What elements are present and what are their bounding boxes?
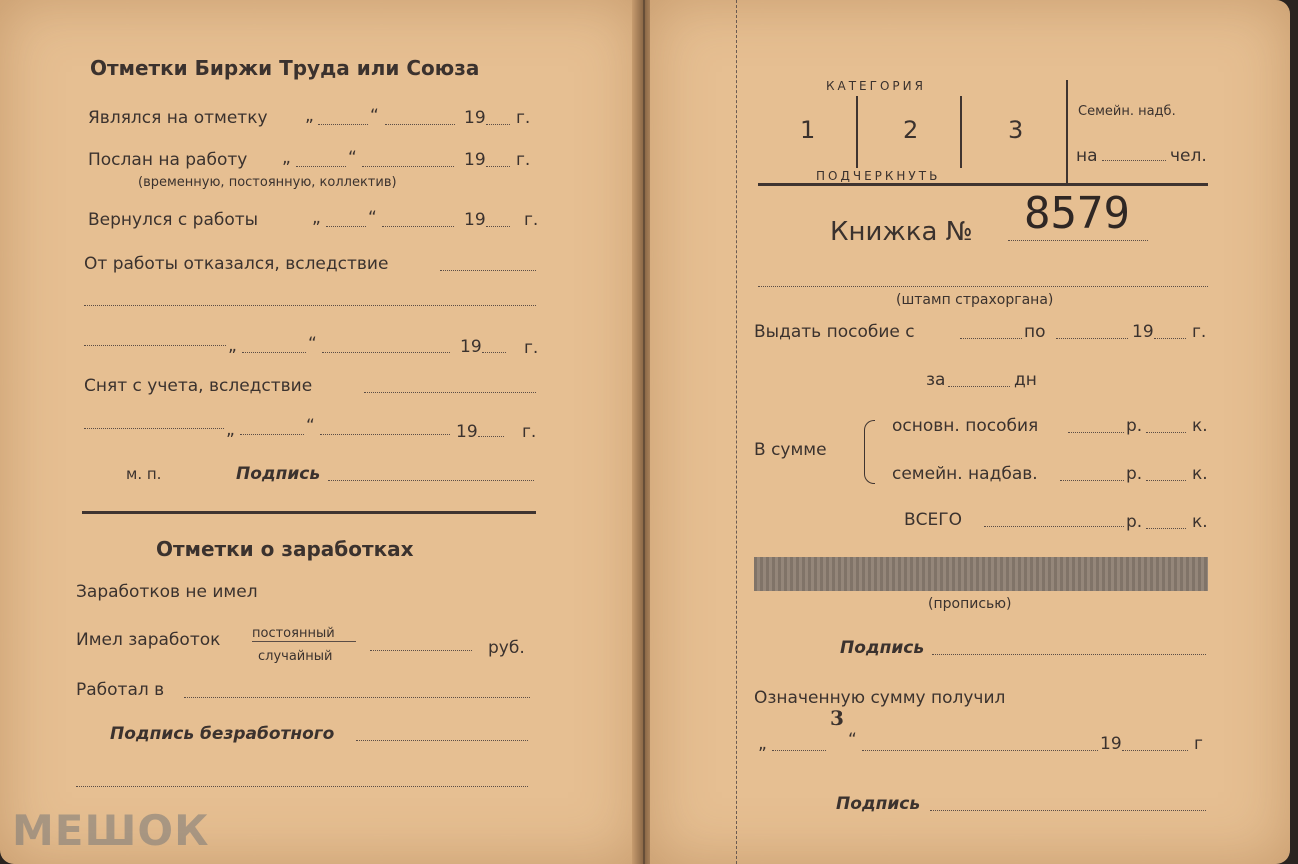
year-blank bbox=[486, 166, 510, 167]
family-kop-blank bbox=[1146, 480, 1186, 481]
k-label: к. bbox=[1192, 416, 1208, 436]
reason-line-end bbox=[84, 428, 224, 429]
category-3: 3 bbox=[1008, 116, 1024, 144]
category-divider bbox=[1066, 80, 1068, 184]
section-title-earnings: Отметки о заработках bbox=[156, 537, 414, 561]
quote-open: „ bbox=[305, 106, 314, 126]
dn-label: дн bbox=[1014, 370, 1037, 390]
year-suffix: г. bbox=[524, 210, 539, 230]
family-rub-blank bbox=[1060, 480, 1124, 481]
section-title-exchange-marks: Отметки Биржи Труда или Союза bbox=[90, 56, 480, 80]
main-rub-blank bbox=[1068, 432, 1124, 433]
day-blank bbox=[772, 750, 826, 751]
month-blank bbox=[362, 166, 454, 167]
earn-type-permanent: постоянный bbox=[252, 626, 335, 641]
quote-close: “ bbox=[306, 416, 315, 436]
quote-open: „ bbox=[758, 734, 767, 754]
total-label: ВСЕГО bbox=[904, 510, 963, 530]
year-prefix: 19 bbox=[460, 337, 482, 357]
month-blank bbox=[320, 434, 450, 435]
total-rub-blank bbox=[984, 526, 1124, 527]
worked-label: Работал в bbox=[76, 680, 165, 700]
category-1: 1 bbox=[800, 116, 816, 144]
year-blank bbox=[486, 124, 510, 125]
issue-to-blank bbox=[1056, 338, 1128, 339]
category-rule bbox=[758, 183, 1208, 186]
refused-reason-blank bbox=[440, 270, 536, 271]
appeared-label: Являлся на отметку bbox=[88, 108, 268, 128]
year-blank bbox=[482, 352, 506, 353]
received-label: Означенную сумму получил bbox=[754, 688, 1006, 708]
day-blank bbox=[242, 352, 306, 353]
month-blank bbox=[385, 124, 455, 125]
unemployed-signature-label: Подпись безработного bbox=[110, 724, 335, 744]
returned-label: Вернулся с работы bbox=[88, 210, 259, 230]
quote-close: “ bbox=[370, 106, 379, 126]
reason-line-end bbox=[84, 345, 226, 346]
quote-open: „ bbox=[312, 208, 321, 228]
issue-from-blank bbox=[960, 338, 1022, 339]
refused-label: От работы отказался, вследствие bbox=[84, 254, 389, 274]
r-label: р. bbox=[1126, 416, 1143, 436]
total-kop-blank bbox=[1146, 528, 1186, 529]
signature-label: Подпись bbox=[840, 638, 925, 658]
earn-type-casual: случайный bbox=[258, 649, 333, 664]
year-prefix: 19 bbox=[1132, 322, 1154, 342]
k-label: к. bbox=[1192, 512, 1208, 532]
in-words-field bbox=[754, 557, 1208, 591]
po-label: по bbox=[1024, 322, 1046, 342]
year-prefix: 19 bbox=[464, 150, 486, 170]
sum-label: В сумме bbox=[754, 440, 827, 460]
family-count-blank bbox=[1102, 160, 1166, 161]
quote-close: “ bbox=[308, 334, 317, 354]
month-blank bbox=[862, 750, 1098, 751]
year-prefix: 19 bbox=[464, 108, 486, 128]
stamp-blank bbox=[758, 286, 1208, 287]
r-label: р. bbox=[1126, 512, 1143, 532]
book-number-blank bbox=[1008, 240, 1148, 241]
watermark-logo: МЕШОК bbox=[12, 806, 210, 855]
sent-note: (временную, постоянную, коллектив) bbox=[138, 175, 397, 190]
signature-blank bbox=[932, 654, 1206, 655]
year-prefix: 19 bbox=[1100, 734, 1122, 754]
year-blank bbox=[1122, 750, 1188, 751]
signature-label: Подпись bbox=[236, 464, 321, 484]
main-benefit-label: основн. пособия bbox=[892, 416, 1039, 436]
signature-blank bbox=[328, 480, 534, 481]
year-suffix: г. bbox=[522, 422, 537, 442]
no-earnings-label: Заработков не имел bbox=[76, 582, 258, 602]
quote-close: “ bbox=[848, 730, 857, 750]
family-chel-label: чел. bbox=[1170, 146, 1207, 166]
earnings-amount-blank bbox=[370, 650, 472, 651]
za-label: за bbox=[926, 370, 946, 390]
days-blank bbox=[948, 386, 1010, 387]
family-add-label: семейн. надбав. bbox=[892, 464, 1038, 484]
main-kop-blank bbox=[1146, 432, 1186, 433]
year-prefix: 19 bbox=[456, 422, 478, 442]
handwritten-day: 3 bbox=[830, 706, 844, 730]
underline-instruction: ПОДЧЕРКНУТЬ bbox=[816, 169, 941, 183]
quote-open: „ bbox=[282, 148, 291, 168]
quote-close: “ bbox=[368, 208, 377, 228]
month-blank bbox=[322, 352, 450, 353]
left-page bbox=[0, 0, 640, 864]
quote-open: „ bbox=[226, 420, 235, 440]
stamp-note: (штамп страхоргана) bbox=[896, 292, 1054, 308]
family-na-label: на bbox=[1076, 146, 1098, 166]
day-blank bbox=[296, 166, 346, 167]
worked-place-blank bbox=[184, 697, 530, 698]
year-suffix: г. bbox=[516, 108, 531, 128]
issue-label: Выдать пособие с bbox=[754, 322, 915, 342]
family-bonus-label: Семейн. надб. bbox=[1078, 104, 1176, 119]
year-suffix: г bbox=[1194, 734, 1203, 754]
in-words-note: (прописью) bbox=[928, 596, 1012, 612]
year-blank bbox=[478, 436, 504, 437]
day-blank bbox=[318, 124, 368, 125]
month-blank bbox=[382, 226, 454, 227]
year-blank bbox=[486, 226, 510, 227]
bottom-blank-line bbox=[76, 786, 528, 787]
section-divider bbox=[82, 511, 536, 514]
refused-reason-line bbox=[84, 305, 536, 306]
unemployed-signature-blank bbox=[356, 740, 528, 741]
category-label: КАТЕГОРИЯ bbox=[826, 79, 926, 93]
recipient-signature-label: Подпись bbox=[836, 794, 921, 814]
removed-label: Снят с учета, вследствие bbox=[84, 376, 313, 396]
category-divider bbox=[960, 96, 962, 168]
sent-label: Послан на работу bbox=[88, 150, 248, 170]
quote-open: „ bbox=[228, 336, 237, 356]
category-2: 2 bbox=[903, 116, 919, 144]
category-divider bbox=[856, 96, 858, 168]
day-blank bbox=[240, 434, 304, 435]
book-number: 8579 bbox=[1024, 188, 1130, 239]
rub-label: руб. bbox=[488, 638, 525, 658]
book-label: Книжка № bbox=[830, 217, 973, 247]
r-label: р. bbox=[1126, 464, 1143, 484]
tear-line bbox=[736, 0, 737, 864]
right-page bbox=[650, 0, 1290, 864]
year-blank bbox=[1154, 338, 1186, 339]
recipient-signature-blank bbox=[930, 810, 1206, 811]
sum-brace bbox=[864, 420, 875, 484]
year-suffix: г. bbox=[524, 338, 539, 358]
year-prefix: 19 bbox=[464, 210, 486, 230]
seal-place-label: м. п. bbox=[126, 465, 162, 483]
quote-close: “ bbox=[348, 148, 357, 168]
fraction-line bbox=[252, 641, 356, 642]
had-earnings-label: Имел заработок bbox=[76, 630, 221, 650]
removed-reason-blank bbox=[364, 392, 536, 393]
k-label: к. bbox=[1192, 464, 1208, 484]
day-blank bbox=[326, 226, 366, 227]
year-suffix: г. bbox=[516, 150, 531, 170]
year-suffix: г. bbox=[1192, 322, 1207, 342]
